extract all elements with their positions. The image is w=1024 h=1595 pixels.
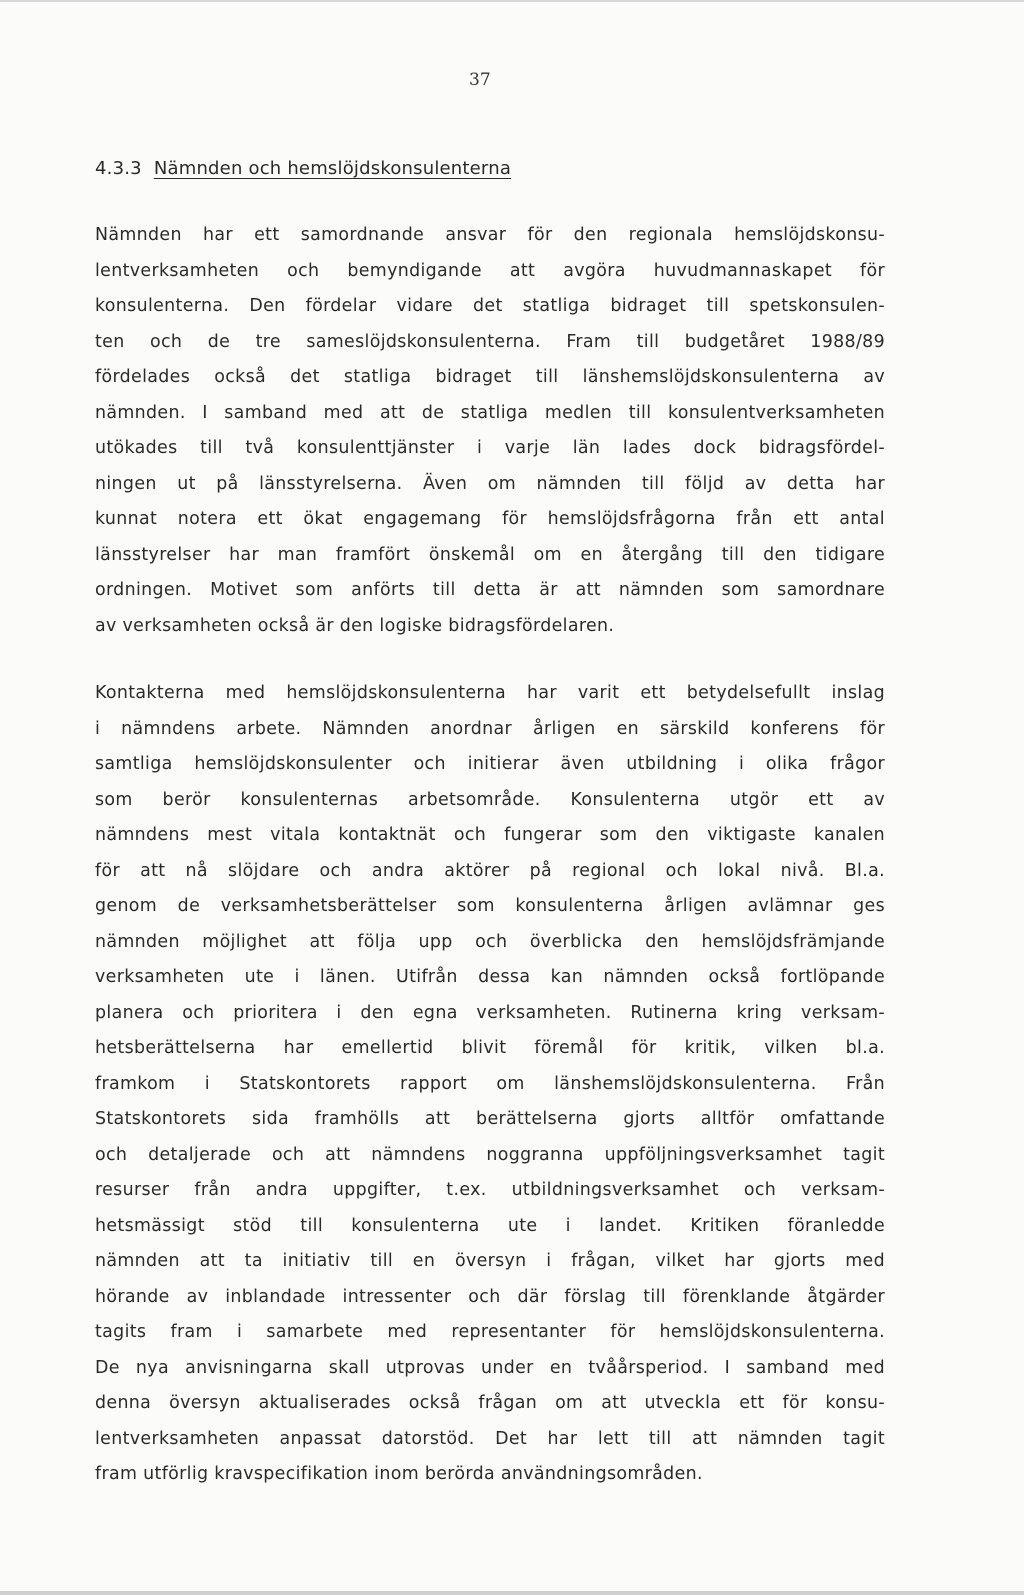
text-line: nämnden. I samband med att de statliga medlen till konsulentverksamheten [95, 402, 885, 423]
page-bottom-edge [0, 1591, 1024, 1595]
text-line: nämndens mest vitala kontaktnät och fungerar som den viktigaste kanalen [95, 825, 885, 845]
page-top-edge [0, 0, 1024, 2]
text-line: för att nå slöjdare och andra aktörer på regional och lokal nivå. Bl.a. [95, 860, 885, 881]
text-line: Nämnden har ett samordnande ansvar för den regionala hemslöjdskonsu- [95, 225, 885, 245]
text-line: genom de verksamhetsberättelser som konsulenterna årligen avlämnar ges [95, 896, 885, 916]
text-line: i nämndens arbete. Nämnden anordnar årligen en särskild konferens för [95, 718, 885, 739]
text-line: utökades till två konsulenttjänster i varje län lades dock bidragsfördel- [95, 438, 885, 458]
section-number: 4.3.3 [95, 158, 142, 179]
text-line: De nya anvisningarna skall utprovas under en tvåårsperiod. I samband med [95, 1357, 885, 1378]
text-line: nämnden att ta initiativ till en översyn i frågan, vilket har gjorts med [95, 1251, 885, 1271]
text-line: tagits fram i samarbete med representanter för hemslöjdskonsulenterna. [95, 1322, 885, 1342]
text-line: länsstyrelser har man framfört önskemål om en återgång till den tidigare [95, 544, 885, 565]
text-line: hetsberättelserna har emellertid blivit föremål för kritik, vilken bl.a. [95, 1038, 885, 1058]
text-line: planera och prioritera i den egna verksamheten. Rutinerna kring verksam- [95, 1002, 885, 1023]
page-number: 37 [469, 70, 491, 90]
text-line: hetsmässigt stöd till konsulenterna ute i landet. Kritiken föranledde [95, 1215, 885, 1236]
text-line: ningen ut på länsstyrelserna. Även om nämnden till följd av detta har [95, 473, 885, 494]
text-line: verksamheten ute i länen. Utifrån dessa kan nämnden också fortlöpande [95, 967, 885, 987]
text-line: framkom i Statskontorets rapport om länshemslöjdskonsulenterna. Från [95, 1073, 885, 1094]
text-line: nämnden möjlighet att följa upp och överblicka den hemslöjdsfrämjande [95, 931, 885, 952]
text-line: samtliga hemslöjdskonsulenter och initierar även utbildning i olika frågor [95, 754, 885, 774]
section-title: Nämnden och hemslöjdskonsulenterna [153, 158, 512, 179]
paragraph-2 [95, 676, 885, 1493]
text-line: denna översyn aktualiserades också frågan om att utveckla ett för konsu- [95, 1393, 885, 1413]
paragraph-1 [95, 218, 885, 644]
text-line: av verksamheten också är den logiske bidragsfördelaren. [95, 615, 615, 636]
text-line: hörande av inblandade intressenter och där förslag till förenklande åtgärder [95, 1286, 885, 1307]
text-line: fram utförlig kravspecifikation inom berörda användningsområden. [95, 1464, 703, 1484]
text-line: lentverksamheten anpassat datorstöd. Det har lett till att nämnden tagit [95, 1428, 885, 1449]
text-line: ten och de tre sameslöjdskonsulenterna. Fram till budgetåret 1988/89 [95, 331, 885, 352]
text-line: som berör konsulenternas arbetsområde. Konsulenterna utgör ett av [95, 789, 885, 810]
text-line: konsulenterna. Den fördelar vidare det statliga bidraget till spetskonsulen- [95, 296, 885, 316]
text-line: och detaljerade och att nämndens noggranna uppföljningsverksamhet tagit [95, 1144, 885, 1165]
text-line: ordningen. Motivet som anförts till detta är att nämnden som samordnare [95, 580, 885, 600]
text-line: kunnat notera ett ökat engagemang för hemslöjdsfrågorna från ett antal [95, 509, 885, 529]
text-line: Statskontorets sida framhölls att berättelserna gjorts alltför omfattande [95, 1109, 885, 1129]
text-line: fördelades också det statliga bidraget till länshemslöjdskonsulenterna av [95, 367, 885, 387]
text-line: resurser från andra uppgifter, t.ex. utbildningsverksamhet och verksam- [95, 1180, 885, 1200]
section-heading [95, 158, 511, 179]
text-line: Kontakterna med hemslöjdskonsulenterna har varit ett betydelsefullt inslag [95, 683, 885, 703]
text-line: lentverksamheten och bemyndigande att avgöra huvudmannaskapet för [95, 260, 885, 281]
